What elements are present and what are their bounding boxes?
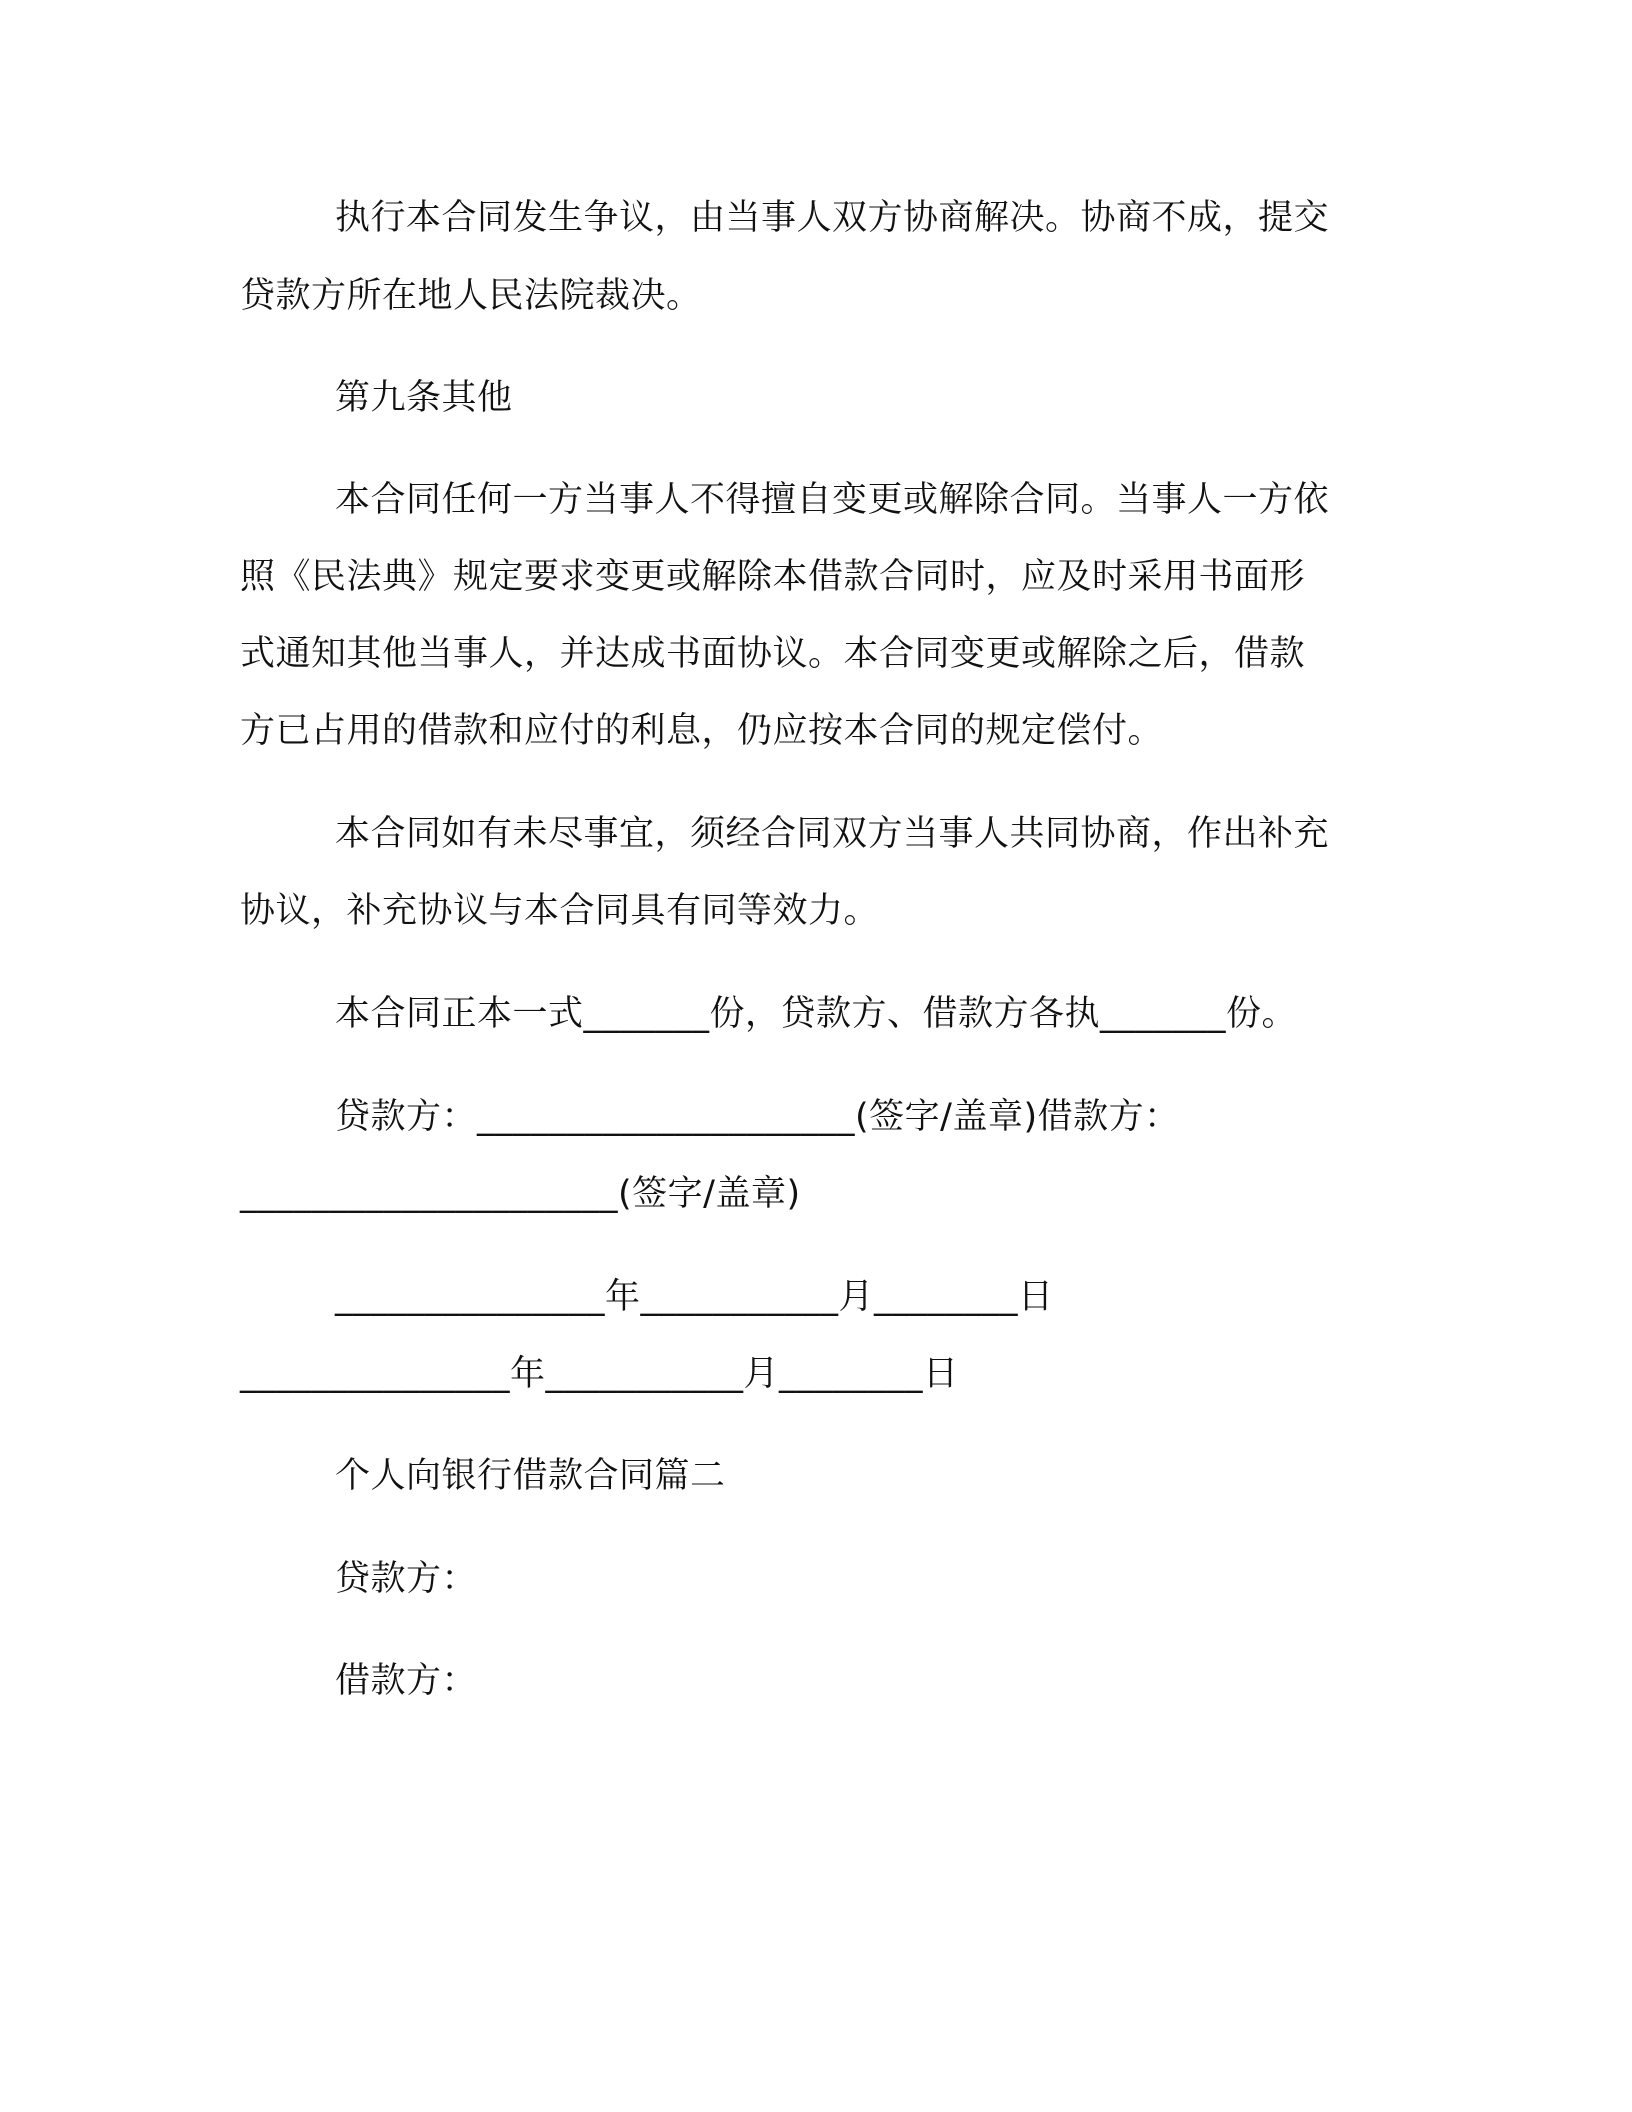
paragraph-change-line-2: 照《民法典》规定要求变更或解除本借款合同时，应及时采用书面形 [240, 557, 1306, 597]
section-title-part-two: 个人向银行借款合同篇二 [335, 1456, 726, 1496]
date-line-2: _______________年___________月________日 [240, 1354, 959, 1394]
paragraph-dispute-line-1: 执行本合同发生争议，由当事人双方协商解决。协商不成，提交 [335, 198, 1330, 238]
borrower-label: 借款方： [335, 1661, 478, 1701]
article-nine-heading: 第九条其他 [335, 378, 513, 418]
paragraph-dispute-line-2: 贷款方所在地人民法院裁决。 [240, 276, 702, 316]
signature-line-2: _____________________(签字/盖章) [240, 1174, 801, 1214]
date-line-1: _______________年___________月________日 [335, 1277, 1054, 1317]
paragraph-copies: 本合同正本一式_______份，贷款方、借款方各执_______份。 [335, 994, 1298, 1034]
lender-label: 贷款方： [335, 1559, 478, 1599]
paragraph-change-line-3: 式通知其他当事人，并达成书面协议。本合同变更或解除之后，借款 [240, 634, 1306, 674]
paragraph-supplement-line-1: 本合同如有未尽事宜，须经合同双方当事人共同协商，作出补充 [335, 814, 1330, 854]
paragraph-change-line-4: 方已占用的借款和应付的利息，仍应按本合同的规定偿付。 [240, 711, 1164, 751]
paragraph-change-line-1: 本合同任何一方当事人不得擅自变更或解除合同。当事人一方依 [335, 480, 1330, 520]
paragraph-supplement-line-2: 协议，补充协议与本合同具有同等效力。 [240, 891, 880, 931]
signature-line-1: 贷款方：_____________________(签字/盖章)借款方： [335, 1097, 1180, 1137]
